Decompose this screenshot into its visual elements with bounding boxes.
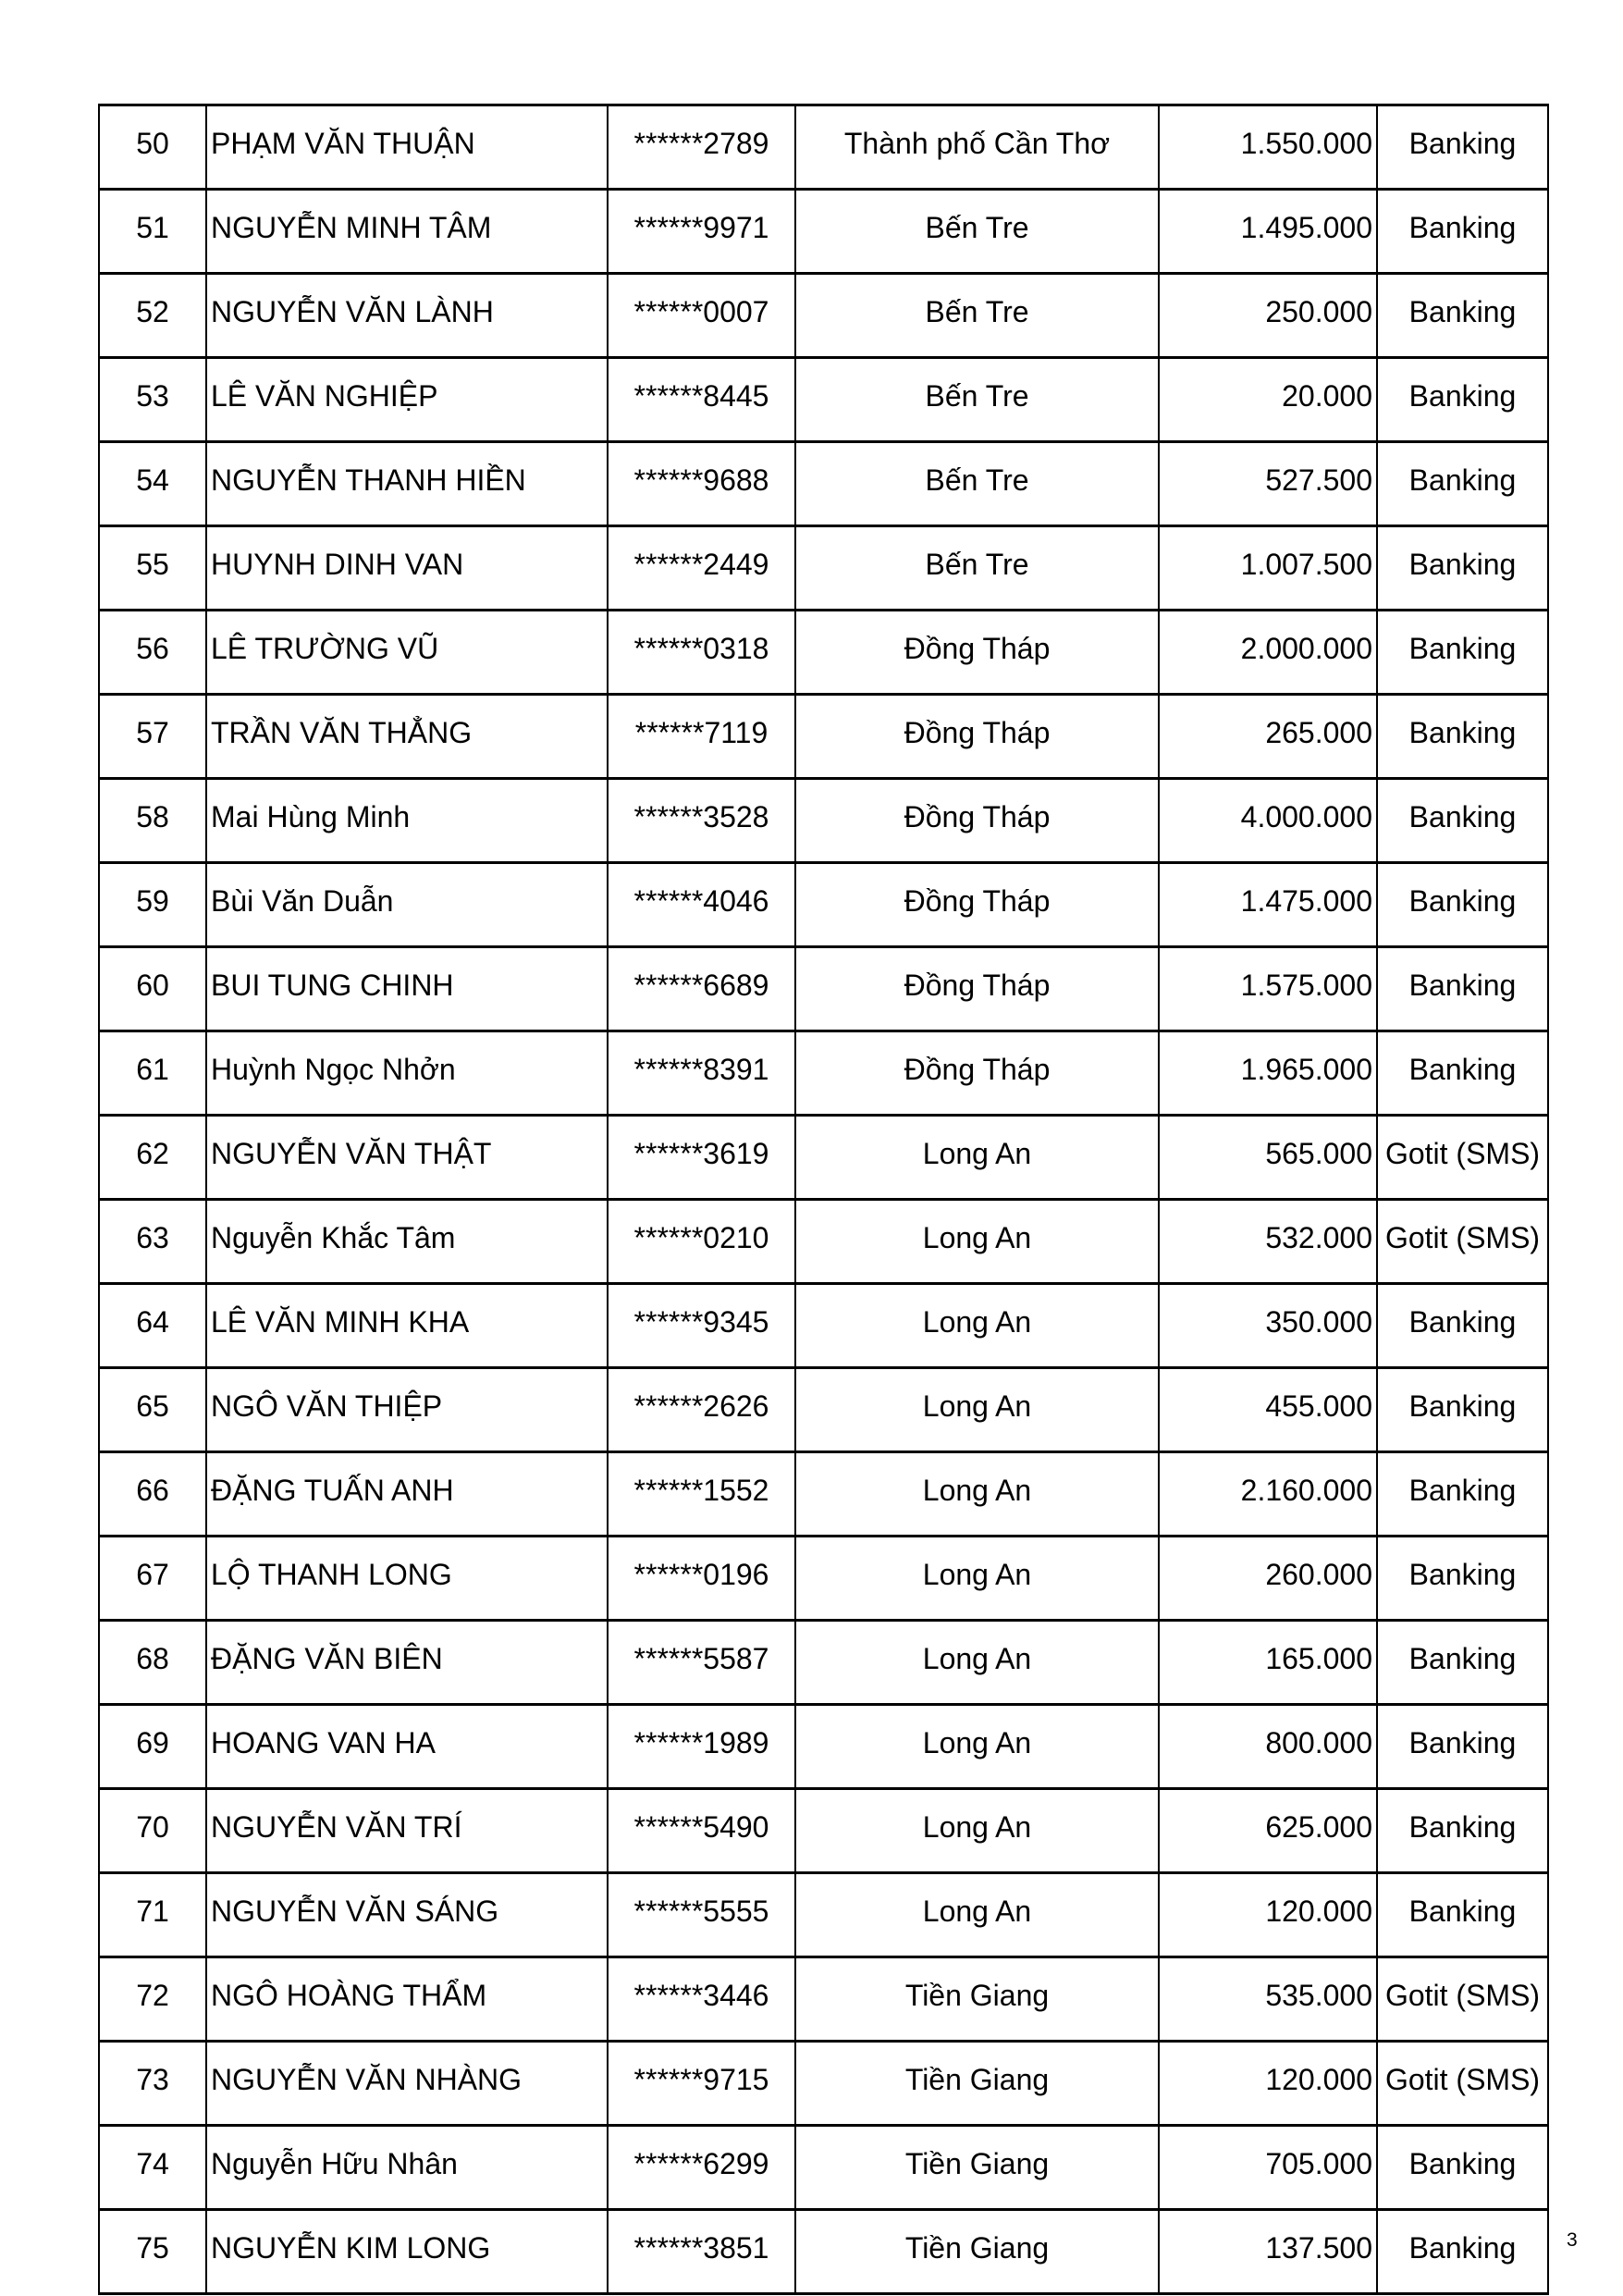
cell-row-number: 74 (99, 2126, 206, 2210)
cell-masked-phone: ******5587 (608, 1621, 795, 1705)
cell-amount: 705.000 (1159, 2126, 1377, 2210)
cell-method: Gotit (SMS) (1377, 1200, 1548, 1284)
cell-masked-phone: ******0318 (608, 611, 795, 695)
cell-province: Bến Tre (795, 190, 1159, 274)
cell-method: Banking (1377, 2210, 1548, 2294)
cell-masked-phone: ******9971 (608, 190, 795, 274)
cell-row-number: 56 (99, 611, 206, 695)
recipient-table-body (99, 105, 1548, 2294)
cell-province: Long An (795, 1537, 1159, 1621)
cell-masked-phone: ******5490 (608, 1789, 795, 1873)
cell-masked-phone: ******0196 (608, 1537, 795, 1621)
cell-province: Long An (795, 1789, 1159, 1873)
cell-amount: 120.000 (1159, 1873, 1377, 1957)
cell-method: Banking (1377, 1284, 1548, 1368)
cell-row-number: 58 (99, 779, 206, 863)
table-row (99, 1621, 1548, 1705)
table-row (99, 947, 1548, 1031)
cell-row-number: 69 (99, 1705, 206, 1789)
cell-province: Long An (795, 1284, 1159, 1368)
cell-row-number: 59 (99, 863, 206, 947)
cell-method: Banking (1377, 695, 1548, 779)
cell-row-number: 50 (99, 105, 206, 190)
cell-name: ĐẶNG TUẤN ANH (206, 1452, 608, 1537)
cell-row-number: 70 (99, 1789, 206, 1873)
cell-row-number: 65 (99, 1368, 206, 1452)
cell-masked-phone: ******3851 (608, 2210, 795, 2294)
cell-name: Mai Hùng Minh (206, 779, 608, 863)
cell-province: Đồng Tháp (795, 695, 1159, 779)
cell-masked-phone: ******3528 (608, 779, 795, 863)
cell-method: Banking (1377, 1621, 1548, 1705)
cell-amount: 565.000 (1159, 1116, 1377, 1200)
cell-method: Banking (1377, 863, 1548, 947)
cell-name: NGUYỄN VĂN NHÀNG (206, 2042, 608, 2126)
cell-province: Bến Tre (795, 274, 1159, 358)
cell-province: Long An (795, 1200, 1159, 1284)
cell-row-number: 63 (99, 1200, 206, 1284)
table-row (99, 1537, 1548, 1621)
cell-name: Nguyễn Khắc Tâm (206, 1200, 608, 1284)
cell-method: Banking (1377, 1873, 1548, 1957)
cell-name: NGUYỄN KIM LONG (206, 2210, 608, 2294)
cell-province: Long An (795, 1452, 1159, 1537)
cell-masked-phone: ******2449 (608, 526, 795, 611)
cell-row-number: 68 (99, 1621, 206, 1705)
cell-method: Banking (1377, 1452, 1548, 1537)
cell-amount: 1.575.000 (1159, 947, 1377, 1031)
cell-masked-phone: ******4046 (608, 863, 795, 947)
cell-method: Banking (1377, 442, 1548, 526)
cell-row-number: 72 (99, 1957, 206, 2042)
cell-masked-phone: ******7119 (608, 695, 795, 779)
cell-name: NGUYỄN VĂN LÀNH (206, 274, 608, 358)
cell-amount: 1.495.000 (1159, 190, 1377, 274)
cell-name: NGUYỄN MINH TÂM (206, 190, 608, 274)
cell-amount: 625.000 (1159, 1789, 1377, 1873)
cell-province: Đồng Tháp (795, 611, 1159, 695)
cell-name: LÊ TRƯỜNG VŨ (206, 611, 608, 695)
cell-masked-phone: ******2789 (608, 105, 795, 190)
table-row (99, 1284, 1548, 1368)
table-row (99, 695, 1548, 779)
cell-masked-phone: ******9345 (608, 1284, 795, 1368)
cell-amount: 527.500 (1159, 442, 1377, 526)
table-row (99, 1452, 1548, 1537)
cell-amount: 120.000 (1159, 2042, 1377, 2126)
table-row (99, 274, 1548, 358)
cell-row-number: 75 (99, 2210, 206, 2294)
cell-province: Tiền Giang (795, 2126, 1159, 2210)
table-row (99, 863, 1548, 947)
cell-amount: 260.000 (1159, 1537, 1377, 1621)
cell-amount: 350.000 (1159, 1284, 1377, 1368)
cell-masked-phone: ******9688 (608, 442, 795, 526)
cell-method: Banking (1377, 2126, 1548, 2210)
cell-method: Banking (1377, 611, 1548, 695)
cell-masked-phone: ******0007 (608, 274, 795, 358)
table-row (99, 2042, 1548, 2126)
cell-method: Banking (1377, 526, 1548, 611)
cell-name: LÊ VĂN NGHIỆP (206, 358, 608, 442)
cell-name: NGÔ HOÀNG THẨM (206, 1957, 608, 2042)
cell-amount: 250.000 (1159, 274, 1377, 358)
cell-name: Huỳnh Ngọc Nhởn (206, 1031, 608, 1116)
cell-amount: 455.000 (1159, 1368, 1377, 1452)
cell-row-number: 62 (99, 1116, 206, 1200)
table-row (99, 1031, 1548, 1116)
cell-province: Long An (795, 1705, 1159, 1789)
cell-row-number: 61 (99, 1031, 206, 1116)
cell-name: NGUYỄN VĂN TRÍ (206, 1789, 608, 1873)
cell-masked-phone: ******6689 (608, 947, 795, 1031)
cell-amount: 165.000 (1159, 1621, 1377, 1705)
cell-name: HUYNH DINH VAN (206, 526, 608, 611)
cell-province: Long An (795, 1873, 1159, 1957)
cell-amount: 4.000.000 (1159, 779, 1377, 863)
cell-row-number: 66 (99, 1452, 206, 1537)
cell-row-number: 55 (99, 526, 206, 611)
cell-province: Long An (795, 1621, 1159, 1705)
cell-masked-phone: ******9715 (608, 2042, 795, 2126)
cell-row-number: 53 (99, 358, 206, 442)
table-row (99, 358, 1548, 442)
cell-method: Banking (1377, 274, 1548, 358)
cell-province: Bến Tre (795, 358, 1159, 442)
cell-row-number: 51 (99, 190, 206, 274)
cell-row-number: 73 (99, 2042, 206, 2126)
table-row (99, 442, 1548, 526)
cell-province: Tiền Giang (795, 2042, 1159, 2126)
cell-name: ĐẶNG VĂN BIÊN (206, 1621, 608, 1705)
cell-amount: 137.500 (1159, 2210, 1377, 2294)
cell-province: Bến Tre (795, 526, 1159, 611)
cell-amount: 1.965.000 (1159, 1031, 1377, 1116)
cell-method: Gotit (SMS) (1377, 1116, 1548, 1200)
cell-amount: 20.000 (1159, 358, 1377, 442)
cell-masked-phone: ******6299 (608, 2126, 795, 2210)
cell-row-number: 71 (99, 1873, 206, 1957)
cell-name: HOANG VAN HA (206, 1705, 608, 1789)
cell-amount: 2.000.000 (1159, 611, 1377, 695)
cell-province: Tiền Giang (795, 2210, 1159, 2294)
table-row (99, 2126, 1548, 2210)
cell-name: LÊ VĂN MINH KHA (206, 1284, 608, 1368)
cell-province: Bến Tre (795, 442, 1159, 526)
cell-name: LỘ THANH LONG (206, 1537, 608, 1621)
cell-province: Long An (795, 1116, 1159, 1200)
table-row (99, 1705, 1548, 1789)
cell-row-number: 52 (99, 274, 206, 358)
cell-province: Long An (795, 1368, 1159, 1452)
cell-row-number: 60 (99, 947, 206, 1031)
cell-masked-phone: ******2626 (608, 1368, 795, 1452)
table-row (99, 1200, 1548, 1284)
cell-method: Banking (1377, 190, 1548, 274)
cell-name: NGÔ VĂN THIỆP (206, 1368, 608, 1452)
table-row (99, 779, 1548, 863)
cell-masked-phone: ******8445 (608, 358, 795, 442)
table-row (99, 611, 1548, 695)
cell-method: Banking (1377, 947, 1548, 1031)
cell-method: Gotit (SMS) (1377, 1957, 1548, 2042)
cell-masked-phone: ******5555 (608, 1873, 795, 1957)
cell-province: Tiền Giang (795, 1957, 1159, 2042)
table-row (99, 2210, 1548, 2294)
cell-masked-phone: ******1989 (608, 1705, 795, 1789)
cell-amount: 265.000 (1159, 695, 1377, 779)
cell-method: Banking (1377, 1537, 1548, 1621)
cell-row-number: 64 (99, 1284, 206, 1368)
cell-amount: 1.475.000 (1159, 863, 1377, 947)
cell-name: BUI TUNG CHINH (206, 947, 608, 1031)
cell-method: Banking (1377, 1705, 1548, 1789)
cell-amount: 2.160.000 (1159, 1452, 1377, 1537)
cell-province: Đồng Tháp (795, 779, 1159, 863)
cell-method: Banking (1377, 358, 1548, 442)
cell-name: Bùi Văn Duẫn (206, 863, 608, 947)
page-number: 3 (1567, 2229, 1578, 2251)
cell-method: Banking (1377, 779, 1548, 863)
table-row (99, 1957, 1548, 2042)
cell-name: PHẠM VĂN THUẬN (206, 105, 608, 190)
table-row (99, 526, 1548, 611)
recipient-table (98, 104, 1549, 2295)
cell-row-number: 67 (99, 1537, 206, 1621)
cell-amount: 1.550.000 (1159, 105, 1377, 190)
cell-method: Gotit (SMS) (1377, 2042, 1548, 2126)
cell-masked-phone: ******0210 (608, 1200, 795, 1284)
cell-name: Nguyễn Hữu Nhân (206, 2126, 608, 2210)
cell-province: Thành phố Cần Thơ (795, 105, 1159, 190)
cell-masked-phone: ******8391 (608, 1031, 795, 1116)
cell-method: Banking (1377, 105, 1548, 190)
table-row (99, 1873, 1548, 1957)
cell-province: Đồng Tháp (795, 1031, 1159, 1116)
cell-name: NGUYỄN THANH HIỀN (206, 442, 608, 526)
table-row (99, 190, 1548, 274)
table-row (99, 1789, 1548, 1873)
cell-method: Banking (1377, 1789, 1548, 1873)
cell-method: Banking (1377, 1368, 1548, 1452)
cell-row-number: 54 (99, 442, 206, 526)
cell-amount: 535.000 (1159, 1957, 1377, 2042)
cell-method: Banking (1377, 1031, 1548, 1116)
table-row (99, 1116, 1548, 1200)
cell-amount: 1.007.500 (1159, 526, 1377, 611)
cell-row-number: 57 (99, 695, 206, 779)
table-row (99, 1368, 1548, 1452)
table-row (99, 105, 1548, 190)
cell-amount: 800.000 (1159, 1705, 1377, 1789)
cell-masked-phone: ******1552 (608, 1452, 795, 1537)
cell-name: NGUYỄN VĂN SÁNG (206, 1873, 608, 1957)
cell-province: Đồng Tháp (795, 947, 1159, 1031)
cell-province: Đồng Tháp (795, 863, 1159, 947)
cell-masked-phone: ******3619 (608, 1116, 795, 1200)
cell-name: NGUYỄN VĂN THẬT (206, 1116, 608, 1200)
cell-name: TRẦN VĂN THẲNG (206, 695, 608, 779)
cell-amount: 532.000 (1159, 1200, 1377, 1284)
cell-masked-phone: ******3446 (608, 1957, 795, 2042)
